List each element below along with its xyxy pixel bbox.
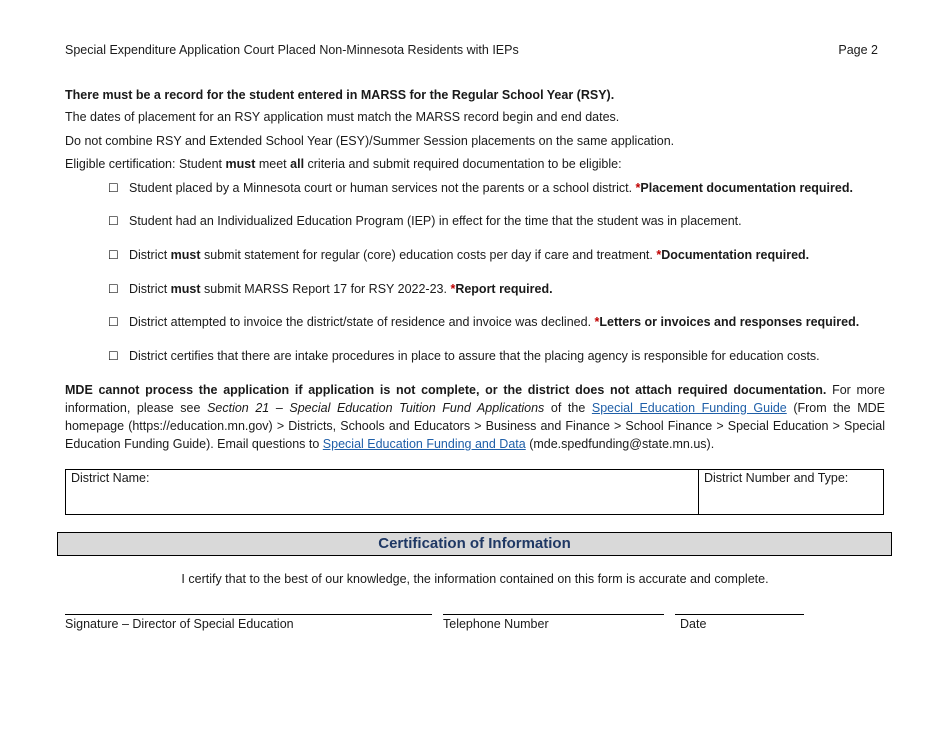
- certification-statement: I certify that to the best of our knowledge, the information contained on this form is accurate and complete.: [181, 572, 769, 586]
- intro-eligible: [65, 157, 622, 171]
- checkbox[interactable]: ☐: [108, 282, 119, 296]
- checklist-item-iep: [108, 214, 742, 228]
- intro-marss-record: There must be a record for the student entered in MARSS for the Regular School Year (RSY).: [65, 88, 615, 102]
- checklist-text: Student had an Individualized Education Program (IEP) in effect for the time that the student was in placement.: [129, 214, 742, 228]
- required-star: *: [450, 282, 456, 296]
- checklist-must: must: [170, 282, 201, 296]
- checklist-text: District certifies that there are intake procedures in place to assure that the placing agency is responsible for education costs.: [129, 349, 820, 363]
- district-name-field[interactable]: [66, 470, 699, 514]
- intro-dates: The dates of placement for an RSY application must match the MARSS record begin and end dates.: [65, 110, 620, 124]
- district-number-label: District Number and Type:: [704, 471, 849, 485]
- checklist-text: Student placed by a Minnesota court or human services not the parents or a school district.: [129, 181, 636, 195]
- page-number: Page 2: [838, 43, 878, 57]
- date-label: Date: [680, 617, 707, 631]
- checklist-pre: District: [129, 248, 171, 262]
- intro-eligible-a: Eligible certification: Student: [65, 157, 226, 171]
- checklist-requirement: Documentation required.: [661, 248, 810, 262]
- telephone-line[interactable]: [443, 614, 664, 615]
- intro-eligible-e: criteria and submit required documentation to be eligible:: [304, 157, 622, 171]
- signature-label: Signature – Director of Special Education: [65, 617, 294, 631]
- required-star: *: [635, 181, 641, 195]
- note-t2: of the: [544, 401, 592, 415]
- checklist-item-intake: [108, 349, 820, 363]
- intro-eligible-c: meet: [255, 157, 291, 171]
- checklist-pre: District: [129, 282, 171, 296]
- telephone-label: Telephone Number: [443, 617, 549, 631]
- header-title: Special Expenditure Application Court Placed Non-Minnesota Residents with IEPs: [65, 43, 519, 57]
- checklist-item-court-placement: [108, 181, 853, 195]
- checkbox[interactable]: ☐: [108, 181, 119, 195]
- note-bold: MDE cannot process the application if application is not complete, or the district does not attach required documentation.: [65, 383, 827, 397]
- intro-no-combine: Do not combine RSY and Extended School Year (ESY)/Summer Session placements on the same application.: [65, 134, 675, 148]
- certification-heading: Certification of Information: [57, 532, 892, 556]
- checkbox[interactable]: ☐: [108, 248, 119, 262]
- checklist-text: District attempted to invoice the district/state of residence and invoice was declined.: [129, 315, 595, 329]
- mde-note: [65, 381, 885, 453]
- checkbox[interactable]: ☐: [108, 349, 119, 363]
- required-star: *: [656, 248, 662, 262]
- checkbox[interactable]: ☐: [108, 214, 119, 228]
- required-star: *: [594, 315, 600, 329]
- checklist-item-core-costs: [108, 248, 809, 262]
- checklist-requirement: Report required.: [455, 282, 553, 296]
- checkbox[interactable]: ☐: [108, 315, 119, 329]
- checklist-item-invoice: [108, 315, 859, 329]
- funding-data-link[interactable]: Special Education Funding and Data: [322, 437, 526, 451]
- funding-guide-link[interactable]: Special Education Funding Guide: [591, 401, 787, 415]
- checklist-must: must: [170, 248, 201, 262]
- checklist-text: submit MARSS Report 17 for RSY 2022-23.: [200, 282, 451, 296]
- date-line[interactable]: [675, 614, 804, 615]
- checklist-item-marss-report: [108, 282, 553, 296]
- checklist-text: submit statement for regular (core) education costs per day if care and treatment.: [200, 248, 657, 262]
- district-name-label: District Name:: [71, 471, 150, 485]
- intro-eligible-must: must: [225, 157, 256, 171]
- district-number-field[interactable]: [699, 470, 883, 514]
- note-t4: (mde.spedfunding@state.mn.us).: [525, 437, 715, 451]
- intro-eligible-all: all: [290, 157, 305, 171]
- district-table: [65, 469, 884, 515]
- note-t1: For more information, please see: [65, 383, 885, 415]
- checklist-requirement: Letters or invoices and responses required.: [599, 315, 860, 329]
- signature-line[interactable]: [65, 614, 432, 615]
- checklist-requirement: Placement documentation required.: [640, 181, 853, 195]
- note-italic: Section 21 – Special Education Tuition Fund Applications: [207, 401, 545, 415]
- note-t3: (From the MDE homepage (https://education.mn.gov) > Districts, Schools and Educators > Business and Finance > School Finance > Special Education > Special Education Funding Guide). Email questions to: [65, 401, 885, 451]
